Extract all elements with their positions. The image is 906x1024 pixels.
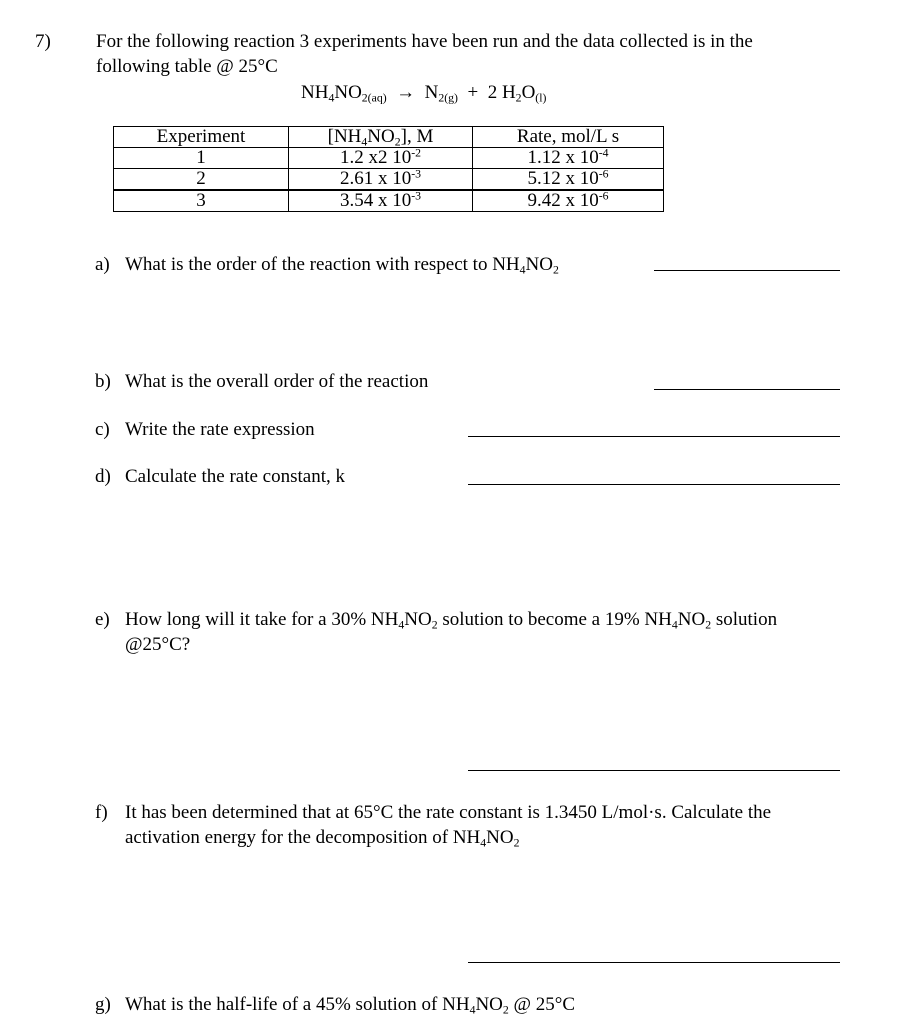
cell-concentration: 3.54 x $10^{-3}$ [289, 190, 473, 212]
cell-rate: 1.12 x $10^{-4}$ [473, 148, 664, 169]
part-f-line2: activation energy for the decomposition of $NH_4NO_2$ [125, 827, 520, 850]
cell-rate: 9.42 x $10^{-6}$ [473, 190, 664, 212]
answer-line-e[interactable] [468, 770, 840, 771]
cell-experiment: 3 [114, 190, 289, 212]
table-row [114, 148, 664, 169]
question-intro-line1: For the following reaction 3 experiments have been run and the data collected is in the [96, 31, 753, 52]
header-concentration: $[NH_4NO_2]$, M [289, 127, 473, 148]
part-c: c) Write the rate expression [95, 419, 315, 440]
part-g: g) What is the half-life of a 45% solution of $NH_4NO_2$ @ 25°C [95, 994, 576, 1017]
reaction-arrow-icon: → [396, 82, 416, 103]
part-d: d) Calculate the rate constant, k [95, 466, 345, 487]
table-row [114, 190, 664, 212]
question-intro-line2: following table @ 25°C [96, 56, 278, 77]
header-rate: Rate, mol/L s [473, 127, 664, 148]
cell-concentration: 1.2 x2 $10^{-2}$ [289, 148, 473, 169]
part-a: a) What is the order of the reaction with respect to $NH_4NO_2$ [95, 254, 559, 277]
table-row [114, 169, 664, 191]
cell-concentration: 2.61 x $10^{-3}$ [289, 169, 473, 191]
cell-rate: 5.12 x $10^{-6}$ [473, 169, 664, 191]
header-experiment: Experiment [114, 127, 289, 148]
answer-line-d[interactable] [468, 484, 840, 485]
table-header-row [114, 127, 664, 148]
answer-line-f[interactable] [468, 962, 840, 963]
part-e-line2: @25°C? [125, 634, 191, 655]
answer-line-b[interactable] [654, 389, 840, 390]
answer-line-c[interactable] [468, 436, 840, 437]
part-f: f) It has been determined that at 65°C the rate constant is 1.3450 L/mol·s. Calculate the [95, 802, 772, 823]
reaction-equation: $NH_4NO_{2(aq)} \to N_{2(g)} + 2$ $H_2O_{(l)}$ [301, 82, 547, 105]
cell-experiment: 1 [114, 148, 289, 169]
question-number: 7) [35, 31, 51, 52]
answer-line-a[interactable] [654, 270, 840, 271]
part-b: b) What is the overall order of the reaction [95, 371, 429, 392]
part-e: e) How long will it take for a 30% $NH_4NO_2$ solution to become a 19% $NH_4NO_2$ solution [95, 609, 778, 632]
experiment-data-table [113, 126, 664, 212]
cell-experiment: 2 [114, 169, 289, 191]
